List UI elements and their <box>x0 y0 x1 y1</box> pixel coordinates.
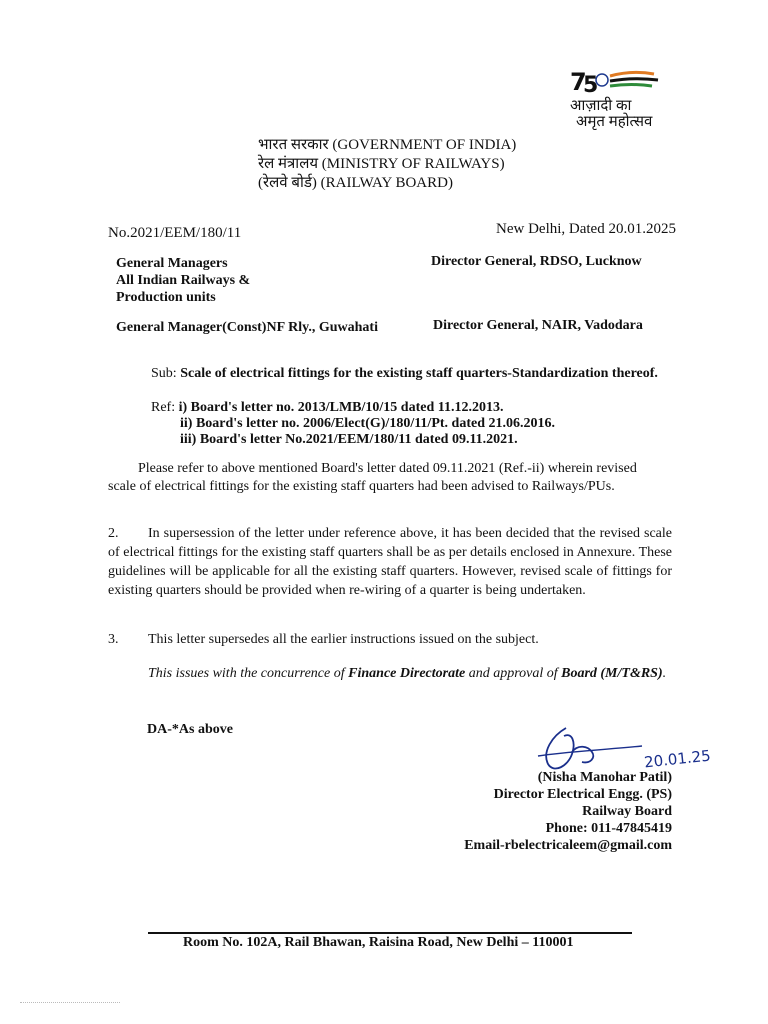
enclosure-note: DA-*As above <box>147 722 233 737</box>
addressee-gm-const-nf: General Manager(Const)NF Rly., Guwahati <box>116 320 378 335</box>
addressee-line: All Indian Railways & <box>116 273 251 288</box>
signatory-phone: Phone: 011-47845419 <box>545 821 672 836</box>
subject-label: Sub: <box>151 366 177 381</box>
amrit-mahotsav-75-emblem-icon <box>566 66 666 100</box>
finance-directorate: Finance Directorate <box>348 666 466 681</box>
reference-first <box>151 400 503 416</box>
signatory-designation: Director Electrical Engg. (PS) <box>493 787 672 802</box>
reference-item: ii) Board's letter no. 2006/Elect(G)/180/11/Pt. dated 21.06.2016. <box>180 416 555 431</box>
paragraph-number: 3. <box>108 632 119 647</box>
svg-text:7: 7 <box>570 68 587 96</box>
addressee-dg-rdso: Director General, RDSO, Lucknow <box>431 254 642 269</box>
paragraph-number: 2. <box>108 526 119 541</box>
paragraph-2 <box>108 524 672 600</box>
addressee-general-managers <box>116 255 250 306</box>
letter-reference-number: No.2021/EEM/180/11 <box>108 225 242 241</box>
reference-label: Ref: <box>151 400 176 415</box>
paragraph-2-text: In supersession of the letter under reference above, it has been decided that the revised scale of electrical fittings for the existing staff quarters shall be as per details enclosed in Annexure. These guidelines will be applicable for all the existing staff quarters. However, revised scale of fittings for existing quarters should be provided when re-wiring of a quarter is being undertaken. <box>108 526 672 598</box>
signatory-office: Railway Board <box>582 804 672 819</box>
signatory-name: (Nisha Manohar Patil) <box>537 770 672 785</box>
paragraph-1-line2: scale of electrical fittings for the existing staff quarters had been advised to Railways/PUs. <box>108 479 615 494</box>
logo-text-line2: अमृत महोत्सव <box>576 114 653 130</box>
svg-text:5: 5 <box>583 73 599 98</box>
paragraph-3-text: This letter supersedes all the earlier instructions issued on the subject. <box>148 632 539 647</box>
approving-board: Board (M/T&RS) <box>561 666 663 681</box>
letterhead <box>258 136 516 193</box>
paragraph-3 <box>108 632 668 648</box>
paragraph-1-line1: Please refer to above mentioned Board's letter dated 09.11.2021 (Ref.-ii) wherein revised <box>138 461 637 476</box>
footer-divider <box>148 932 632 934</box>
letterhead-board: (रेलवे बोर्ड) (RAILWAY BOARD) <box>258 175 453 191</box>
signature-date: 20.01.25 <box>643 746 712 772</box>
concurrence-text: . <box>662 666 667 681</box>
footer-address: Room No. 102A, Rail Bhawan, Raisina Road, New Delhi – 110001 <box>183 935 574 950</box>
scan-artifact <box>20 1002 120 1004</box>
letterhead-government: भारत सरकार (GOVERNMENT OF INDIA) <box>258 137 517 153</box>
concurrence-text: and approval of <box>465 666 562 681</box>
azadi-ka-amrit-mahotsav-logo <box>566 66 666 130</box>
addressee-line: Production units <box>116 290 216 305</box>
subject-text: Scale of electrical fittings for the existing staff quarters-Standardization thereof. <box>180 366 658 381</box>
signatory-block <box>464 769 672 854</box>
addressee-line: General Managers <box>116 256 228 271</box>
letterhead-ministry: रेल मंत्रालय (MINISTRY OF RAILWAYS) <box>258 156 505 172</box>
subject-line <box>151 366 671 382</box>
concurrence-text: This issues with the concurrence of <box>148 666 349 681</box>
logo-text-line1: आज़ादी का <box>570 98 632 114</box>
addressee-dg-nair: Director General, NAIR, Vadodara <box>433 318 643 333</box>
letter-place-date: New Delhi, Dated 20.01.2025 <box>496 221 676 237</box>
reference-list <box>180 416 555 448</box>
signatory-email: Email-rbelectricaleem@gmail.com <box>464 838 672 853</box>
paragraph-1 <box>108 460 668 496</box>
reference-item: i) Board's letter no. 2013/LMB/10/15 dated 11.12.2013. <box>178 400 504 415</box>
reference-item: iii) Board's letter No.2021/EEM/180/11 dated 09.11.2021. <box>180 432 518 447</box>
concurrence-paragraph <box>104 664 674 684</box>
